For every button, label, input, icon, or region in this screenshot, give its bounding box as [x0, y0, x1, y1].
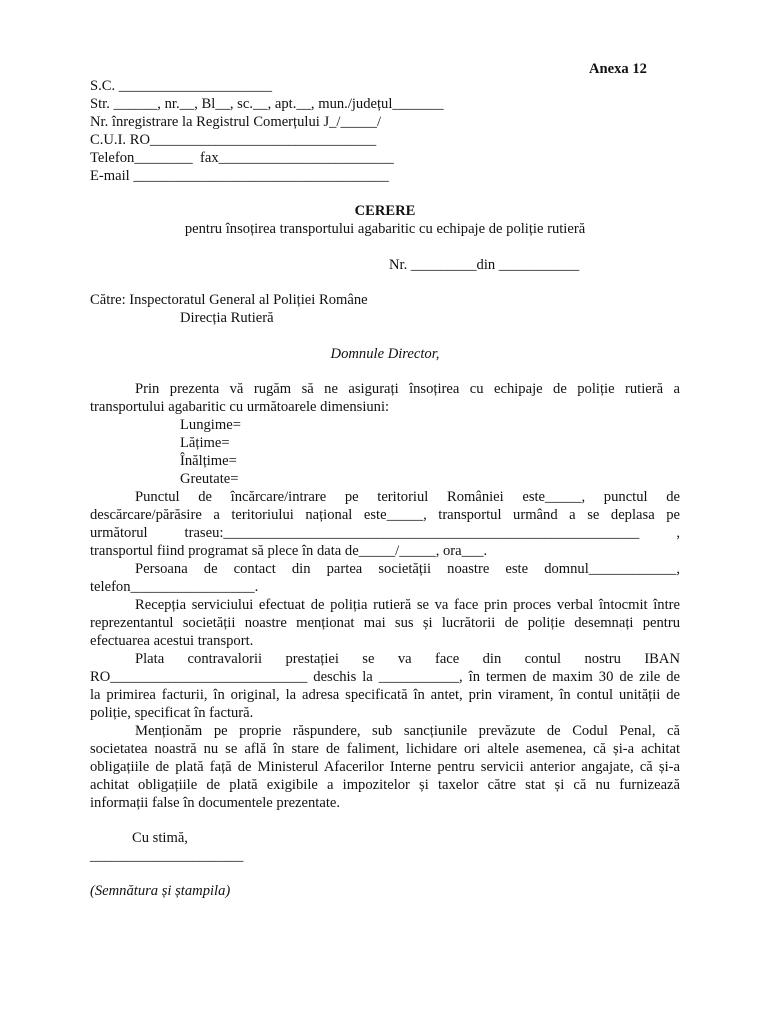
paragraph-line: efectuarea acestui transport. [90, 633, 254, 649]
paragraph-line: reprezentantul societății noastre menționat mai sus și lucrătorii de poliție desemnați pentru [90, 615, 680, 631]
paragraph-line: achitat obligațiile de plată exigibile a impozitelor și taxelor către stat și că nu furnizează [90, 777, 680, 793]
paragraph-line: RO___________________________ deschis la ___________, în termen de maxim 30 de zile de [90, 669, 680, 685]
paragraph-line: Recepția serviciului efectuat de poliția rutieră se va face prin proces verbal întocmit între [135, 597, 680, 613]
dimension-weight: Greutate= [180, 471, 239, 487]
phone-fax-line: Telefon________ fax________________________ [90, 150, 394, 166]
addressee: Către: Inspectoratul General al Poliției Române [90, 292, 368, 308]
document-subtitle: pentru însoțirea transportului agabaritic cu echipaje de poliție rutieră [184, 221, 586, 237]
paragraph-line: informații false în documentele prezentate. [90, 795, 341, 811]
addressee-department: Direcția Rutieră [180, 310, 274, 326]
salutation: Domnule Director, [330, 346, 440, 362]
paragraph-line: transportul fiind programat să plece în data de_____/_____, ora___. [90, 543, 488, 559]
paragraph-line: descărcare/părăsire a teritoriului național este_____, transportul urmând a se deplasa pe [90, 507, 680, 523]
paragraph-line: la primirea facturii, în original, la adresa specificată în antet, prin virament, în contul unității de [90, 687, 680, 703]
signature-line: _____________________ [90, 848, 244, 864]
company-name-line: S.C. _____________________ [90, 78, 273, 94]
address-line: Str. ______, nr.__, Bl__, sc.__, apt.__, mun./județul_______ [90, 96, 444, 112]
paragraph-line: obligațiile de plată față de Ministerul Afacerilor Interne pentru servicii anterior angajate, că și-a [90, 759, 680, 775]
dimension-width: Lățime= [180, 435, 230, 451]
cui-line: C.U.I. RO_______________________________ [90, 132, 377, 148]
paragraph-line: poliție, specificat în factură. [90, 705, 254, 721]
paragraph-line: Plata contravalorii prestației se va face din contul nostru IBAN [135, 651, 680, 667]
dimension-length: Lungime= [180, 417, 241, 433]
paragraph-route [90, 488, 680, 560]
paragraph-reception [90, 596, 680, 650]
paragraph-declaration [90, 722, 680, 812]
paragraph-line: societatea noastră nu se află în stare de faliment, lichidare ori altele asemenea, că și-a achitat [90, 741, 680, 757]
paragraph-request [90, 380, 680, 416]
paragraph-line: Menționăm pe proprie răspundere, sub sancțiunile prevăzute de Codul Penal, că [135, 723, 680, 739]
dimension-height: Înălțime= [180, 453, 237, 469]
paragraph-line: telefon_________________. [90, 579, 259, 595]
paragraph-line: Prin prezenta vă rugăm să ne asigurați însoțirea cu echipaje de poliție rutieră a [135, 381, 680, 397]
signature-caption: (Semnătura și ștampila) [90, 883, 231, 899]
paragraph-contact [90, 560, 680, 596]
registry-line: Nr. înregistrare la Registrul Comerțului J_/_____/ [90, 114, 382, 130]
paragraph-line: Punctul de încărcare/intrare pe teritoriul României este_____, punctul de [135, 489, 680, 505]
closing: Cu stimă, [132, 830, 188, 846]
annex-label: Anexa 12 [589, 61, 647, 77]
email-line: E-mail ___________________________________ [90, 168, 389, 184]
paragraph-payment [90, 650, 680, 722]
registration-number-line: Nr. _________din ___________ [389, 257, 580, 273]
paragraph-line: următorul traseu:_________________________________________________________ , [90, 525, 680, 541]
paragraph-line: Persoana de contact din partea societății noastre este domnul____________, [135, 561, 680, 577]
paragraph-line: transportului agabaritic cu următoarele dimensiuni: [90, 399, 390, 415]
document-title: CERERE [354, 203, 416, 219]
